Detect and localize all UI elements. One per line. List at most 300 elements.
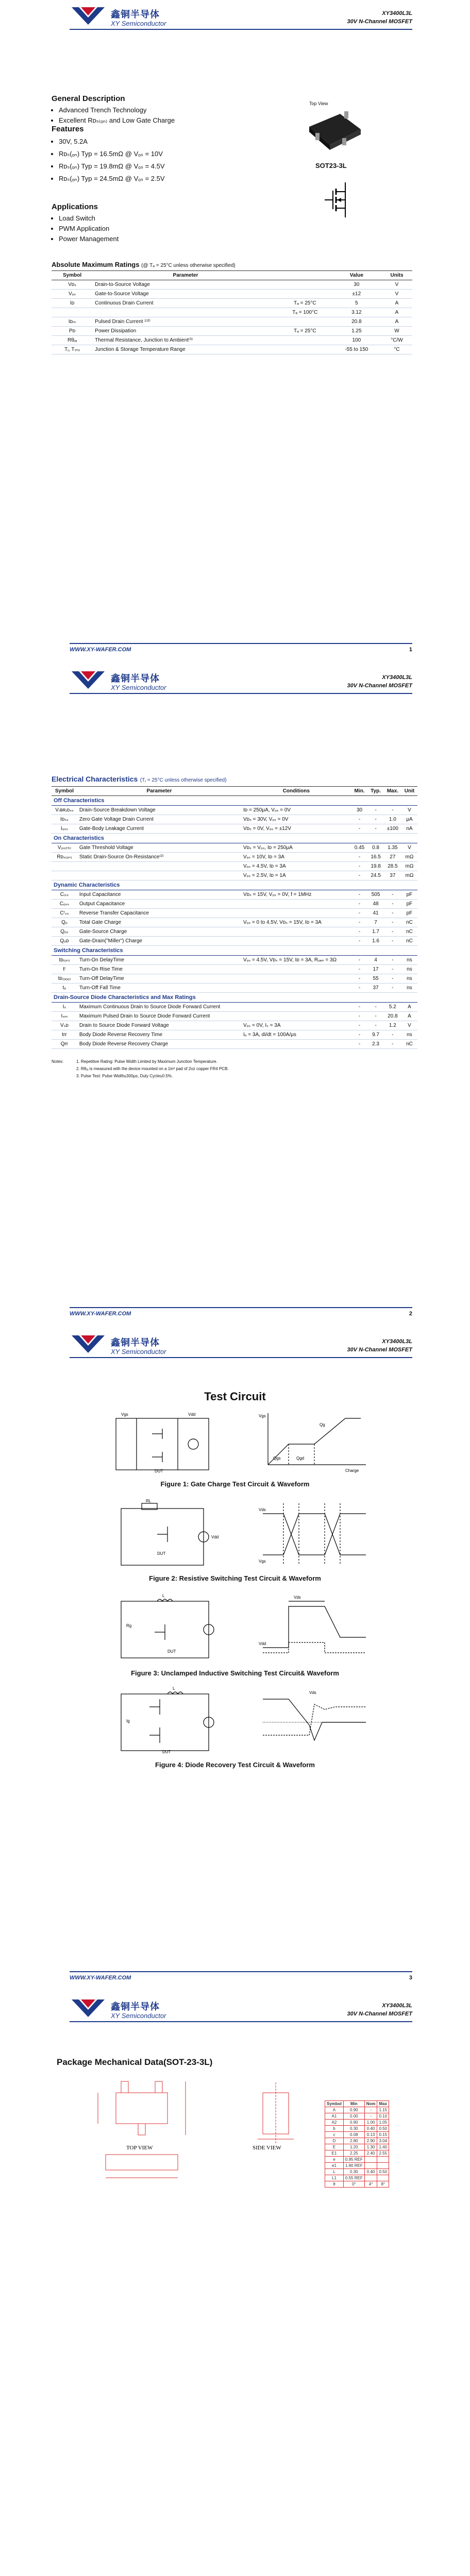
ec-cell: [77, 862, 241, 871]
application-item: • PWM Application: [59, 224, 258, 234]
ec-cell: Gate Threshold Voltage: [77, 843, 241, 853]
ec-row: [52, 890, 417, 900]
absolute-max-ratings: [52, 261, 412, 354]
ec-cell: -: [351, 824, 368, 834]
sot23-package-icon: [304, 106, 366, 158]
header-rule: [70, 1357, 412, 1358]
ec-cell: -: [384, 890, 401, 900]
dim-cell: 2.80: [343, 2138, 364, 2144]
dim-cell: 3.04: [377, 2138, 389, 2144]
page-2: [0, 664, 470, 1328]
dim-cell: A2: [325, 2120, 344, 2126]
label-dut: DUT: [157, 1551, 166, 1556]
dim-row: [325, 2138, 389, 2144]
ec-cell: [241, 937, 351, 946]
dim-row: [325, 2163, 389, 2169]
ec-row: [52, 965, 417, 974]
ec-cell: -: [367, 806, 383, 815]
label-vds: Vds: [309, 1690, 316, 1695]
ec-cell: Reverse Transfer Capacitance: [77, 909, 241, 918]
dim-cell: A1: [325, 2113, 344, 2120]
ec-cell: Iₒₛₛ: [52, 824, 77, 834]
ec-cell: -: [384, 927, 401, 937]
ec-cell: [241, 1040, 351, 1049]
brand-logo-icon: [70, 668, 107, 691]
feature-item: • Rᴅₛ(ₒₙ) Typ = 16.5mΩ @ Vₒₛ = 10V: [59, 148, 258, 160]
ec-row: [52, 974, 417, 984]
dim-cell: 0.40: [364, 2169, 377, 2175]
dim-cell: 0.30: [343, 2126, 364, 2132]
amr-cell: 20.8: [332, 317, 381, 327]
ec-cell: -: [351, 937, 368, 946]
amr-cell: Tₐ = 25°C: [278, 299, 332, 308]
ec-cell: Cₒₛₛ: [52, 900, 77, 909]
ec-row: [52, 956, 417, 965]
amr-cell: A: [381, 308, 412, 317]
brand-logo-icon: [70, 4, 107, 27]
ec-cell: nA: [401, 824, 417, 834]
ec-cell: -: [384, 1030, 401, 1040]
dim-cell: 0.50: [377, 2169, 389, 2175]
features: [52, 125, 258, 185]
dim-row: [325, 2169, 389, 2175]
dim-cell: 0.10: [377, 2113, 389, 2120]
ec-cell: 19.8: [367, 862, 383, 871]
ec-cell: V: [401, 806, 417, 815]
ec-cell: Total Gate Charge: [77, 918, 241, 927]
dim-cell: 2.40: [364, 2150, 377, 2157]
label-vdd: Vdd: [188, 1412, 196, 1417]
ec-cell: [77, 871, 241, 880]
ec-cell: -: [351, 965, 368, 974]
ec-cell: 20.8: [384, 1012, 401, 1021]
amr-row: [52, 317, 412, 327]
ec-cell: Vₒₛ = 0 to 4.5V, Vᴅₛ = 15V, Iᴅ = 3A: [241, 918, 351, 927]
ec-cell: -: [367, 824, 383, 834]
brand-cn: 鑫铜半导体: [111, 1337, 160, 1348]
ec-cell: Gate-Body Leakage Current: [77, 824, 241, 834]
ec-cell: Body Diode Reverse Recovery Time: [77, 1030, 241, 1040]
ec-cell: Drain-Source Breakdown Voltage: [77, 806, 241, 815]
ec-row: [52, 1003, 417, 1012]
dim-header-cell: Symbol: [325, 2101, 344, 2107]
electrical-characteristics: [52, 775, 417, 1080]
package-name: SOT23-3L: [315, 162, 347, 170]
package-illustration: [304, 101, 366, 171]
dim-header-cell: Max: [377, 2101, 389, 2107]
ec-header-cell: Unit: [401, 787, 417, 796]
amr-cell: Drain-to-Source Voltage: [93, 280, 278, 290]
ec-cell: 55: [367, 974, 383, 984]
dim-cell: 2.90: [364, 2138, 377, 2144]
note-item: 1. Repetitive Rating: Pulse Width Limited by Maximum Junction Temperature.: [76, 1059, 217, 1064]
amr-cell: -55 to 150: [332, 345, 381, 354]
ec-cell: 41: [367, 909, 383, 918]
amr-cell: Iᴅ: [52, 299, 93, 308]
header-subtitle: 30V N-Channel MOSFET: [347, 683, 412, 689]
dim-cell: 0.90: [343, 2107, 364, 2113]
ec-cell: Static Drain-Source On-Resistance⁽²⁾: [77, 853, 241, 862]
amr-cell: [93, 308, 278, 317]
header-rule: [70, 29, 412, 30]
footer-rule: [70, 1971, 412, 1972]
notes-label: Notes:: [52, 1059, 64, 1064]
header-part: XY3400L3L: [382, 674, 412, 681]
dim-cell: θ: [325, 2181, 344, 2188]
ec-cell: A: [401, 1003, 417, 1012]
ec-cell: Vᴅₛ = 15V, Vₒₛ = 0V, f = 1MHz: [241, 890, 351, 900]
dim-cell: 0.13: [364, 2132, 377, 2138]
amr-header-cell: Parameter: [93, 271, 278, 280]
dim-row: [325, 2181, 389, 2188]
amr-header-cell: Value: [332, 271, 381, 280]
ec-header-cell: Typ.: [367, 787, 383, 796]
ec-cell: -: [351, 1021, 368, 1030]
general-item: • Advanced Trench Technology: [59, 105, 258, 115]
gate-charge-waveform: [258, 1408, 371, 1475]
amr-row: [52, 290, 412, 299]
ec-row: [52, 871, 417, 880]
ec-cell: nC: [401, 937, 417, 946]
top-view-label: TOP VIEW: [126, 2145, 153, 2151]
brand-en: XY Semiconductor: [111, 684, 166, 691]
ec-cell: 505: [367, 890, 383, 900]
ec-table: [52, 786, 417, 1049]
ec-cell: Gate-Source Charge: [77, 927, 241, 937]
ec-row: [52, 862, 417, 871]
label-rl: RL: [146, 1499, 152, 1503]
ec-cell: 28.5: [384, 862, 401, 871]
features-title: Features: [52, 125, 84, 133]
ec-cell: -: [384, 956, 401, 965]
ec-cell: Vₒₛ = 4.5V, Vᴅₛ = 15V, Iᴅ = 3A, Rₒₑₙ = 3Ω: [241, 956, 351, 965]
label-vds: Vds: [259, 1507, 266, 1512]
ec-cell: Qₒₛ: [52, 927, 77, 937]
amr-header-cell: Units: [381, 271, 412, 280]
label-qg: Qg: [320, 1422, 325, 1427]
application-item: • Power Management: [59, 234, 258, 244]
ec-section-row: [52, 946, 417, 956]
ec-cell: pF: [401, 900, 417, 909]
label-vgs: Vgs: [121, 1412, 128, 1417]
label-dut: DUT: [167, 1649, 176, 1654]
ec-cell: Vᴅₛ = 30V, Vₒₛ = 0V: [241, 815, 351, 824]
note-item: 3. Pulse Test: Pulse Width≤300μs, Duty Cycle≤0.5%.: [76, 1074, 173, 1078]
dim-cell: 0°: [343, 2181, 364, 2188]
amr-cell: A: [381, 299, 412, 308]
ec-cell: Iₛ: [52, 1003, 77, 1012]
dim-cell: -: [364, 2113, 377, 2120]
ec-row: [52, 1012, 417, 1021]
dim-row: [325, 2120, 389, 2126]
footer-url[interactable]: WWW.XY-WAFER.COM: [70, 1311, 131, 1317]
dim-cell: [364, 2175, 377, 2181]
header-subtitle: 30V N-Channel MOSFET: [347, 19, 412, 25]
ec-section-row: [52, 796, 417, 806]
brand-en: XY Semiconductor: [111, 1348, 166, 1355]
ec-cell: [241, 927, 351, 937]
brand-en: XY Semiconductor: [111, 2012, 166, 2020]
ec-cell: -: [384, 806, 401, 815]
ec-cell: mΩ: [401, 871, 417, 880]
ec-header-cell: Parameter: [77, 787, 241, 796]
ec-cell: -: [384, 974, 401, 984]
ec-cell: ns: [401, 974, 417, 984]
resistive-switching-waveform: [258, 1498, 371, 1570]
header-rule: [70, 2021, 412, 2022]
dim-cell: 1.20: [343, 2144, 364, 2150]
ec-cell: Vᴅₛ = Vₒₛ, Iᴅ = 250μA: [241, 843, 351, 853]
footer-url[interactable]: WWW.XY-WAFER.COM: [70, 647, 131, 653]
ec-cell: 37: [384, 871, 401, 880]
amr-cell: Iᴅₘ: [52, 317, 93, 327]
ec-cell: 1.7: [367, 927, 383, 937]
label-vgs: Vgs: [259, 1414, 266, 1418]
ec-cell: 7: [367, 918, 383, 927]
ec-cell: -: [351, 1030, 368, 1040]
ec-cell: -: [351, 815, 368, 824]
side-view-label: SIDE VIEW: [253, 2145, 281, 2151]
ec-cell: -: [351, 1040, 368, 1049]
ec-cell: -: [351, 853, 368, 862]
ec-cell: -: [384, 909, 401, 918]
applications-title: Applications: [52, 202, 98, 211]
ec-section-row: [52, 880, 417, 890]
ec-row: [52, 815, 417, 824]
dim-cell: 0.90: [343, 2120, 364, 2126]
ec-cell: 37: [367, 984, 383, 993]
figure-caption: Figure 3: Unclamped Inductive Switching Test Circuit& Waveform: [131, 1669, 339, 1677]
dim-row: [325, 2113, 389, 2120]
page-number: 2: [409, 1311, 412, 1317]
package-top-label: Top View: [309, 101, 328, 106]
dim-cell: b: [325, 2126, 344, 2132]
amr-cell: °C/W: [381, 336, 412, 345]
ec-section-title: Drain-Source Diode Characteristics and Max Ratings: [52, 993, 417, 1003]
ec-section-row: [52, 993, 417, 1003]
amr-cell: 100: [332, 336, 381, 345]
dim-cell: E1: [325, 2150, 344, 2157]
ec-cell: 1.6: [367, 937, 383, 946]
ec-cell: [52, 871, 77, 880]
ec-cell: -: [351, 956, 368, 965]
ec-cell: Vₛᴅ: [52, 1021, 77, 1030]
brand-en: XY Semiconductor: [111, 20, 166, 27]
label-qgs: Qgs: [273, 1456, 281, 1461]
package-title: Package Mechanical Data(SOT-23-3L): [57, 2057, 213, 2067]
uis-circuit-diagram: [106, 1591, 224, 1666]
ec-cell: Turn-On Rise Time: [77, 965, 241, 974]
feature-item: • 30V, 5.2A: [59, 135, 258, 148]
amr-cell: [278, 317, 332, 327]
dim-cell: [364, 2157, 377, 2163]
ec-cell: ns: [401, 1030, 417, 1040]
dim-cell: E: [325, 2144, 344, 2150]
ec-cell: -: [367, 1012, 383, 1021]
dim-cell: 2.25: [343, 2150, 364, 2157]
ec-cell: 0.8: [367, 843, 383, 853]
dim-cell: 8°: [377, 2181, 389, 2188]
ec-row: [52, 1030, 417, 1040]
figure-caption: Figure 1: Gate Charge Test Circuit & Waveform: [160, 1480, 310, 1488]
ec-cell: ±100: [384, 824, 401, 834]
footer-url[interactable]: WWW.XY-WAFER.COM: [70, 1975, 131, 1981]
dim-cell: 1.90 REF: [343, 2163, 364, 2169]
ec-cell: Qrr: [52, 1040, 77, 1049]
ec-section-title: Off Characteristics: [52, 796, 417, 806]
resistive-switching-circuit-diagram: [106, 1498, 224, 1570]
page-number: 3: [409, 1975, 412, 1981]
dim-row: [325, 2150, 389, 2157]
general-title: General Description: [52, 94, 125, 103]
ec-cell: tₒ: [52, 984, 77, 993]
ec-cell: Qₒ: [52, 918, 77, 927]
amr-cell: V: [381, 290, 412, 299]
dim-cell: 0.40: [364, 2126, 377, 2132]
ec-cell: ns: [401, 984, 417, 993]
ec-cell: Qₒᴅ: [52, 937, 77, 946]
uis-waveform: [258, 1591, 371, 1666]
ec-cell: 0.45: [351, 843, 368, 853]
amr-header-cell: [278, 271, 332, 280]
applications: [52, 202, 258, 244]
amr-cell: Continuous Drain Current: [93, 299, 278, 308]
figure-caption: Figure 2: Resistive Switching Test Circuit & Waveform: [149, 1574, 321, 1582]
amr-cell: Rθⱼₐ: [52, 336, 93, 345]
dim-cell: D: [325, 2138, 344, 2144]
amr-cell: [52, 308, 93, 317]
figure-caption: Figure 4: Diode Recovery Test Circuit & Waveform: [155, 1761, 315, 1769]
amr-cell: [278, 336, 332, 345]
dim-cell: e: [325, 2157, 344, 2163]
dim-cell: L1: [325, 2175, 344, 2181]
ec-cell: Vₒₛ₍ₜₕ₎: [52, 843, 77, 853]
ec-cell: tᴅ₍ₒₙ₎: [52, 956, 77, 965]
ec-row: [52, 806, 417, 815]
ec-header-cell: Min.: [351, 787, 368, 796]
label-l: L: [173, 1686, 175, 1691]
ec-cell: 2.3: [367, 1040, 383, 1049]
ec-title: Electrical Characteristics: [52, 775, 138, 783]
ec-cell: -: [351, 1012, 368, 1021]
dim-header-cell: Nom: [364, 2101, 377, 2107]
dim-cell: [377, 2157, 389, 2163]
ec-row: [52, 927, 417, 937]
page-3: [0, 1328, 470, 1992]
ec-cell: [241, 909, 351, 918]
dimension-table: [325, 2100, 389, 2188]
dim-cell: 0.55 REF: [343, 2175, 364, 2181]
ec-cell: Turn-Off DelayTime: [77, 974, 241, 984]
ec-row: [52, 1021, 417, 1030]
ec-cell: Vₒₛ = 2.5V, Iᴅ = 1A: [241, 871, 351, 880]
dim-row: [325, 2107, 389, 2113]
ec-cell: μA: [401, 815, 417, 824]
ec-cell: -: [351, 909, 368, 918]
amr-row: [52, 336, 412, 345]
ec-cell: pF: [401, 909, 417, 918]
package-side-view-drawing: [242, 2077, 309, 2196]
ec-cell: Vₒₛ = 10V, Iᴅ = 3A: [241, 853, 351, 862]
amr-cell: [278, 290, 332, 299]
ec-cell: -: [351, 871, 368, 880]
ec-cell: Iₛₘ: [52, 1012, 77, 1021]
ec-cell: [241, 965, 351, 974]
dim-cell: 0.08: [343, 2132, 364, 2138]
amr-cell: Pᴅ: [52, 327, 93, 336]
ec-cell: nC: [401, 927, 417, 937]
ec-cell: -: [351, 974, 368, 984]
ec-row: [52, 824, 417, 834]
dim-cell: 1.40: [377, 2144, 389, 2150]
label-vdd: Vdd: [259, 1641, 266, 1646]
ec-cell: -: [384, 984, 401, 993]
package-top-view-drawing: [77, 2077, 206, 2196]
ec-cell: 17: [367, 965, 383, 974]
gate-charge-circuit-diagram: [106, 1408, 224, 1475]
ec-cell: -: [384, 1040, 401, 1049]
ec-cell: 27: [384, 853, 401, 862]
amr-condition: (@ Tₐ = 25°C unless otherwise specified): [141, 263, 236, 268]
ec-cell: -: [351, 918, 368, 927]
ec-cell: Vₒₛ = 0V, Iₛ = 3A: [241, 1021, 351, 1030]
footer-rule: [70, 1307, 412, 1308]
dim-cell: 4°: [364, 2181, 377, 2188]
label-vgs: Vgs: [259, 1559, 266, 1564]
ec-cell: [241, 1012, 351, 1021]
dim-header-cell: Min: [343, 2101, 364, 2107]
amr-cell: Vᴅₛ: [52, 280, 93, 290]
label-qgd: Qgd: [296, 1456, 305, 1461]
amr-row: [52, 327, 412, 336]
amr-cell: Pulsed Drain Current ¹⁾²⁾: [93, 317, 278, 327]
amr-cell: ±12: [332, 290, 381, 299]
amr-cell: Thermal Resistance, Junction to Ambient⁽³⁾: [93, 336, 278, 345]
footer-rule: [70, 643, 412, 644]
amr-cell: Junction & Storage Temperature Range: [93, 345, 278, 354]
ec-cell: Body Diode Reverse Recovery Charge: [77, 1040, 241, 1049]
dim-cell: 0.95 REF: [343, 2157, 364, 2163]
dim-cell: A: [325, 2107, 344, 2113]
ec-cell: [241, 984, 351, 993]
ec-cell: [241, 900, 351, 909]
ec-cell: 5.2: [384, 1003, 401, 1012]
ec-row: [52, 1040, 417, 1049]
ec-cell: 1.0: [384, 815, 401, 824]
ec-cell: Vᴅₛ = 0V, Vₒₛ = ±12V: [241, 824, 351, 834]
ec-condition: (Tⱼ = 25°C unless otherwise specified): [140, 777, 227, 783]
amr-row: [52, 299, 412, 308]
label-charge: Charge: [345, 1468, 359, 1473]
amr-cell: Tⱼ, Tₛₜₒ: [52, 345, 93, 354]
ec-cell: trr: [52, 1030, 77, 1040]
ec-cell: -: [384, 965, 401, 974]
dim-cell: L: [325, 2169, 344, 2175]
dim-cell: 0.15: [377, 2132, 389, 2138]
label-vds: Vds: [294, 1595, 301, 1600]
ec-cell: Vₒₛ = 4.5V, Iᴅ = 3A: [241, 862, 351, 871]
note-item: 2. Rθⱼₐ is measured with the device mounted on a 1in² pad of 2oz copper FR4 PCB.: [76, 1066, 229, 1071]
ec-cell: Turn-On DelayTime: [77, 956, 241, 965]
ec-row: [52, 984, 417, 993]
ec-cell: nC: [401, 918, 417, 927]
ec-cell: A: [401, 1012, 417, 1021]
header-rule: [70, 693, 412, 694]
ec-header-cell: Conditions: [241, 787, 351, 796]
header-subtitle: 30V N-Channel MOSFET: [347, 1347, 412, 1353]
ec-row: [52, 900, 417, 909]
dim-cell: 2.55: [377, 2150, 389, 2157]
